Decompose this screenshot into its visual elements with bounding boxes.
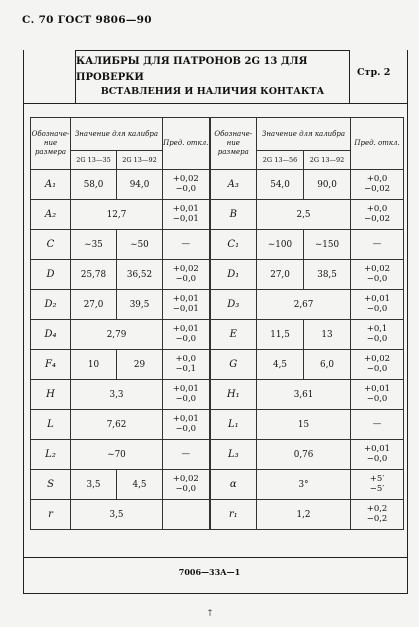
value-merged-left: 2,79 — [71, 320, 163, 350]
value-left-1: 25,78 — [71, 260, 117, 290]
tolerance-upper: — — [181, 238, 191, 249]
designation-left: F₄ — [31, 350, 71, 380]
designation-right: C₁ — [210, 230, 257, 260]
value-left-2: 39,5 — [117, 290, 163, 320]
tolerance-lower: −0,0 — [175, 423, 197, 434]
table-row — [31, 470, 404, 500]
tolerance-upper: +0,01 — [172, 383, 199, 394]
tolerance-left — [163, 320, 210, 350]
table-row — [31, 380, 404, 410]
tolerance-left — [163, 470, 210, 500]
value-right-1: 54,0 — [257, 170, 304, 200]
tolerance-left — [163, 200, 210, 230]
value-right-2: ∼150 — [304, 230, 351, 260]
designation-right: α — [210, 470, 257, 500]
designation-right: L₃ — [210, 440, 257, 470]
designation-left: L₂ — [31, 440, 71, 470]
designation-left: D₄ — [31, 320, 71, 350]
value-merged-left: 7,62 — [71, 410, 163, 440]
subheader-right-2: 2G 13—92 — [304, 151, 351, 170]
tolerance-left — [163, 500, 210, 530]
tolerance-upper: +0,1 — [366, 323, 388, 334]
designation-left: A₁ — [31, 170, 71, 200]
value-left-2: 94,0 — [117, 170, 163, 200]
tolerance-left — [163, 440, 210, 470]
tolerance-upper: +0,01 — [172, 323, 199, 334]
tolerance-lower: −0,02 — [364, 183, 391, 194]
table-body — [31, 170, 404, 530]
header-tolerance-left: Пред. откл. — [163, 118, 210, 170]
value-merged-right: 3° — [257, 470, 351, 500]
value-merged-left: 3,3 — [71, 380, 163, 410]
value-merged-right: 2,5 — [257, 200, 351, 230]
header-tolerance-right: Пред. откл. — [351, 118, 404, 170]
table-row — [31, 440, 404, 470]
tolerance-upper: +5′ — [369, 473, 385, 484]
tolerance-upper: — — [372, 418, 382, 429]
header-value-left: Значение для калибра — [71, 118, 163, 151]
value-left-1: 3,5 — [71, 470, 117, 500]
value-left-1: 10 — [71, 350, 117, 380]
tolerance-upper: +0,01 — [172, 203, 199, 214]
value-merged-right: 3,61 — [257, 380, 351, 410]
gauge-table — [30, 117, 404, 530]
tolerance-left — [163, 170, 210, 200]
tolerance-right — [351, 260, 404, 290]
tolerance-lower: −0,0 — [366, 303, 388, 314]
value-merged-left: 12,7 — [71, 200, 163, 230]
tolerance-upper: — — [181, 448, 191, 459]
tolerance-upper: +0,2 — [366, 503, 388, 514]
page-number: Стр. 2 — [357, 67, 391, 78]
tolerance-upper: +0,02 — [364, 353, 391, 364]
tolerance-upper: +0,01 — [172, 413, 199, 424]
tolerance-lower: −0,0 — [175, 273, 197, 284]
tolerance-upper: +0,01 — [172, 293, 199, 304]
table-row — [31, 410, 404, 440]
title-line-2: ВСТАВЛЕНИЯ И НАЛИЧИЯ КОНТАКТА — [100, 86, 325, 98]
designation-left: A₂ — [31, 200, 71, 230]
designation-left: H — [31, 380, 71, 410]
tolerance-lower: −0,0 — [175, 333, 197, 344]
tolerance-lower: −5′ — [369, 483, 385, 494]
tolerance-right — [351, 380, 404, 410]
tolerance-lower: −0,02 — [364, 213, 391, 224]
tolerance-lower: −0,0 — [366, 363, 388, 374]
table-row — [31, 170, 404, 200]
value-right-2: 90,0 — [304, 170, 351, 200]
tolerance-right — [351, 500, 404, 530]
value-merged-right: 15 — [257, 410, 351, 440]
tolerance-upper: +0,02 — [172, 473, 199, 484]
value-right-1: 11,5 — [257, 320, 304, 350]
subheader-left-2: 2G 13—92 — [117, 151, 163, 170]
tolerance-right — [351, 410, 404, 440]
value-left-1: 58,0 — [71, 170, 117, 200]
tolerance-lower: −0,01 — [172, 303, 199, 314]
tolerance-upper: +0,0 — [175, 353, 197, 364]
value-merged-right: 0,76 — [257, 440, 351, 470]
table-row — [31, 200, 404, 230]
value-right-1: 27,0 — [257, 260, 304, 290]
tolerance-upper: +0,01 — [364, 443, 391, 454]
page-header: С. 70 ГОСТ 9806—90 — [22, 14, 152, 26]
table-row — [31, 230, 404, 260]
tolerance-upper: +0,01 — [364, 383, 391, 394]
value-left-2: 36,52 — [117, 260, 163, 290]
designation-right: H₁ — [210, 380, 257, 410]
tolerance-left — [163, 380, 210, 410]
table-row — [31, 500, 404, 530]
tolerance-left — [163, 260, 210, 290]
value-left-2: 4,5 — [117, 470, 163, 500]
value-right-2: 38,5 — [304, 260, 351, 290]
tolerance-upper: +0,02 — [172, 173, 199, 184]
designation-right: A₃ — [210, 170, 257, 200]
tolerance-lower: −0,0 — [366, 393, 388, 404]
designation-left: S — [31, 470, 71, 500]
table-row — [31, 290, 404, 320]
tolerance-lower: −0,0 — [366, 453, 388, 464]
tolerance-left — [163, 230, 210, 260]
designation-right: D₃ — [210, 290, 257, 320]
tolerance-lower: −0,0 — [366, 273, 388, 284]
footer-mark: † — [208, 608, 212, 617]
title-block — [75, 50, 350, 103]
value-left-1: ∼35 — [71, 230, 117, 260]
tolerance-right — [351, 470, 404, 500]
header-value-right: Значение для калибра — [257, 118, 351, 151]
designation-right: G — [210, 350, 257, 380]
tolerance-lower: −0,0 — [175, 183, 197, 194]
tolerance-upper: — — [372, 238, 382, 249]
value-right-1: 4,5 — [257, 350, 304, 380]
tolerance-left — [163, 350, 210, 380]
tolerance-lower: −0,0 — [175, 393, 197, 404]
tolerance-upper: +0,02 — [172, 263, 199, 274]
designation-right: E — [210, 320, 257, 350]
subheader-right-1: 2G 13—56 — [257, 151, 304, 170]
header-designation-left: Обозначе-ние размера — [31, 118, 71, 170]
title-line-1: КАЛИБРЫ ДЛЯ ПАТРОНОВ 2G 13 ДЛЯ ПРОВЕРКИ — [76, 56, 308, 83]
tolerance-lower: −0,1 — [175, 363, 197, 374]
value-left-2: ∼50 — [117, 230, 163, 260]
designation-right: D₁ — [210, 260, 257, 290]
value-merged-right: 1,2 — [257, 500, 351, 530]
value-right-2: 6,0 — [304, 350, 351, 380]
tolerance-right — [351, 440, 404, 470]
designation-left: r — [31, 500, 71, 530]
tolerance-right — [351, 320, 404, 350]
value-merged-right: 2,67 — [257, 290, 351, 320]
subheader-left-1: 2G 13—35 — [71, 151, 117, 170]
tolerance-lower: −0,0 — [366, 333, 388, 344]
tolerance-right — [351, 230, 404, 260]
tolerance-left — [163, 290, 210, 320]
value-right-2: 13 — [304, 320, 351, 350]
tolerance-upper: +0,02 — [364, 263, 391, 274]
tolerance-right — [351, 350, 404, 380]
tolerance-upper: +0,01 — [364, 293, 391, 304]
designation-right: r₁ — [210, 500, 257, 530]
designation-left: C — [31, 230, 71, 260]
tolerance-lower: −0,2 — [366, 513, 388, 524]
tolerance-right — [351, 170, 404, 200]
designation-left: L — [31, 410, 71, 440]
footer-rule — [23, 557, 408, 558]
tolerance-left — [163, 410, 210, 440]
value-right-1: ∼100 — [257, 230, 304, 260]
tolerance-right — [351, 200, 404, 230]
table-row — [31, 260, 404, 290]
value-left-1: 27,0 — [71, 290, 117, 320]
value-merged-left: ∼70 — [71, 440, 163, 470]
tolerance-upper: +0,0 — [366, 203, 388, 214]
value-left-2: 29 — [117, 350, 163, 380]
value-merged-left: 3,5 — [71, 500, 163, 530]
tolerance-lower: −0,01 — [172, 213, 199, 224]
designation-left: D₂ — [31, 290, 71, 320]
tolerance-lower: −0,0 — [175, 483, 197, 494]
designation-right: L₁ — [210, 410, 257, 440]
header-designation-right: Обозначе-ние размера — [210, 118, 257, 170]
table-row — [31, 320, 404, 350]
title-rule — [23, 103, 408, 104]
tolerance-right — [351, 290, 404, 320]
designation-left: D — [31, 260, 71, 290]
tolerance-upper: +0,0 — [366, 173, 388, 184]
designation-right: B — [210, 200, 257, 230]
footer-code: 7006—33А—1 — [178, 567, 241, 577]
table-row — [31, 350, 404, 380]
